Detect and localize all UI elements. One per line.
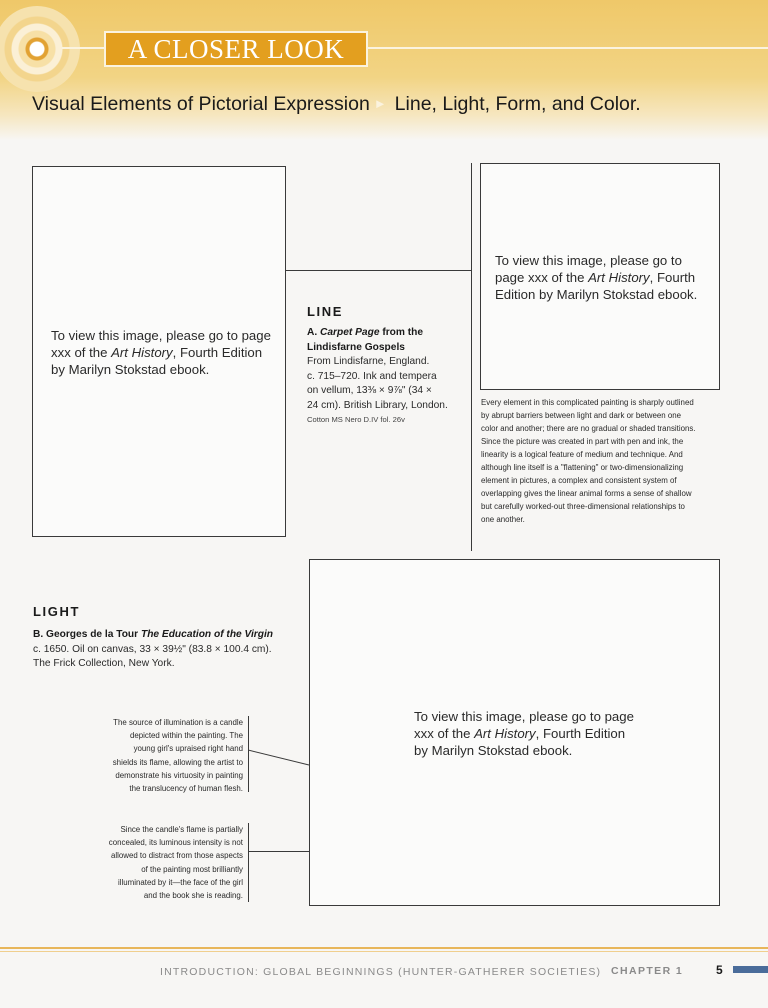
image-placeholder-carpet-page-detail <box>480 163 720 390</box>
placeholder-text: To view this image, please go to page xxx of the Art History, Fourth Edition by Marilyn Stokstad ebook. <box>495 253 698 302</box>
footer-rule <box>0 947 768 949</box>
connector-line <box>248 851 310 852</box>
image-placeholder-carpet-page <box>32 166 286 537</box>
header-band <box>0 0 768 140</box>
footer-rule <box>0 951 768 952</box>
page-number: 5 <box>716 963 723 977</box>
figure-caption-a: A. Carpet Page from the Lindisfarne Gospels From Lindisfarne, England. c. 715–720. Ink and tempera on vellum, 13⅜ × 9⅞" (34 × 24 cm). British Library, London. Cotton MS Nero D.IV fol. 26v <box>307 327 448 424</box>
page-tab-marker <box>733 966 768 973</box>
section-heading-line: LINE <box>307 304 344 319</box>
divider-line <box>471 163 472 551</box>
running-head: INTRODUCTION: GLOBAL BEGINNINGS (HUNTER-GATHERER SOCIETIES) <box>160 966 602 978</box>
connector-line <box>248 748 310 768</box>
figure-caption-b: B. Georges de la Tour The Education of the Virgin c. 1650. Oil on canvas, 33 × 39½" (83.8 × 100.4 cm). The Frick Collection, New York. <box>33 629 274 669</box>
placeholder-text: To view this image, please go to page xxx of the Art History, Fourth Edition by Marilyn Stokstad ebook. <box>51 328 271 377</box>
description-line: Every element in this complicated painting is sharply outlined by abrupt barriers between light and dark or between one color and another; there are no gradual or shaded transitions. Since the picture was created in part with pen and ink, the linearity is a logical feature of medium and technique. And although line itself is a "flattening" or two-dimensionalizing element in pictures, a complex and consistent system of overlapping gives the linear animal forms a sense of shallow but carefully worked-out three-dimensional relationships to one another. <box>481 398 696 524</box>
page-title-left: Visual Elements of Pictorial Expression <box>32 93 370 115</box>
page-title-right: Line, Light, Form, and Color. <box>394 93 641 115</box>
section-banner: A CLOSER LOOK <box>104 31 368 67</box>
placeholder-text: To view this image, please go to page xxx of the Art History, Fourth Edition by Marilyn Stokstad ebook. <box>414 709 634 758</box>
banner-rule-right <box>368 47 768 49</box>
page-title <box>32 93 641 116</box>
note-bracket <box>248 823 249 902</box>
annotation-note-1: The source of illumination is a candle depicted within the painting. The young girl's upraised right hand shields its flame, allowing the artist to demonstrate his virtuosity in painting the translucency of human flesh. <box>112 718 243 794</box>
banner-rule-left <box>62 47 106 49</box>
section-heading-light: LIGHT <box>33 604 80 619</box>
manuscript-reference: Cotton MS Nero D.IV fol. 26v <box>307 415 405 424</box>
arrow-right-icon: ► <box>373 96 387 111</box>
annotation-note-2: Since the candle's flame is partially concealed, its luminous intensity is not allowed to distract from those aspects of the painting most brilliantly illuminated by it—the face of the girl and the book she is reading. <box>108 825 243 901</box>
connector-line <box>286 270 471 271</box>
chapter-label: CHAPTER 1 <box>611 965 684 977</box>
image-placeholder-education-of-virgin <box>309 559 720 906</box>
